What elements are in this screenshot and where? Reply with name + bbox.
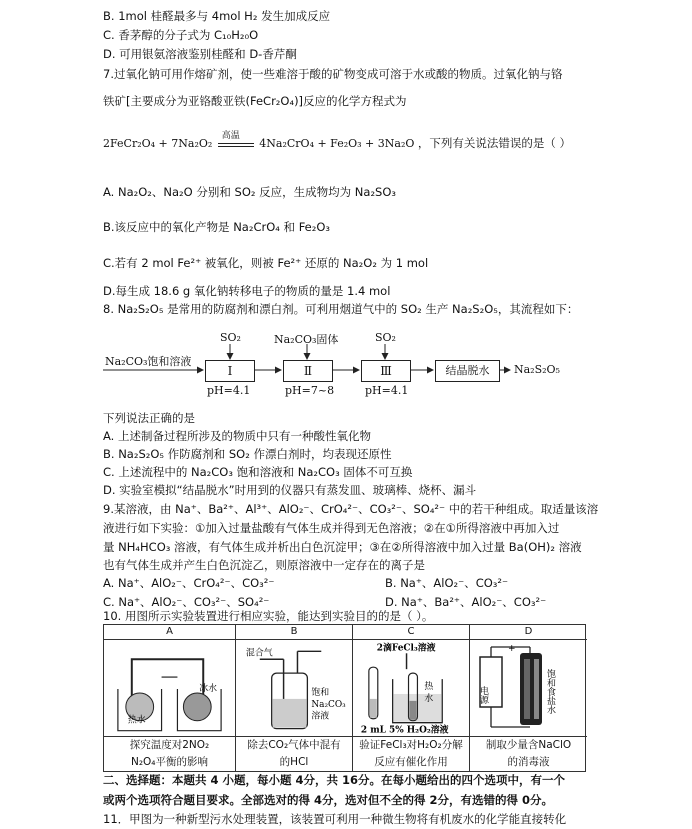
q7-option-a: A. Na₂O₂、Na₂O 分别和 SO₂ 反应，生成物均为 Na₂SO₃ (103, 185, 397, 199)
label-solution: 溶液 (311, 711, 330, 722)
q7-stem-line1: 7.过氧化钠可用作熔矿剂，使一些难溶于酸的矿物变成可溶于水或酸的物质。过氧化钠与铬 (103, 67, 563, 81)
flow-final-box: 结晶脱水 (435, 360, 500, 382)
col-d-caption-line2: 的消毒液 (507, 756, 550, 768)
col-d-caption (470, 736, 587, 771)
q9-option-d: D. Na⁺、Ba²⁺、AlO₂⁻、CO₃²⁻ (385, 595, 547, 609)
q9-line4: 也有气体生成并产生白色沉淀乙，则原溶液中一定存在的离子是 (103, 558, 425, 572)
label-na2co3: Na₂CO₃ (311, 699, 346, 710)
q8-option-c: C. 上述流程中的 Na₂CO₃ 饱和溶液和 Na₂CO₃ 固体不可互换 (103, 465, 413, 479)
col-c-caption-line1: 验证FeCl₃对H₂O₂分解 (359, 739, 463, 751)
label-saturated: 饱和 (311, 687, 330, 698)
label-hot-water-a: 热水 (127, 715, 146, 726)
q8-option-d: D. 实验室模拟“结晶脱水”时用到的仪器只有蒸发皿、玻璃棒、烧杯、漏斗 (103, 483, 477, 497)
q7-equation (103, 131, 572, 152)
label-fecl3-drops: 2滴FeCl₃溶液 (376, 643, 436, 654)
eq-condition: 高温 (221, 131, 240, 141)
option-c: C. 香茅醇的分子式为 C₁₀H₂₀O (103, 28, 259, 42)
q10-stem: 10. 用图所示实验装置进行相应实验，能达到实验目的的是（ ）。 (103, 609, 434, 623)
col-a-header: A (104, 625, 235, 640)
eq-tail: ，下列有关说法错误的是（ ） (417, 136, 572, 150)
col-d-caption-line1: 制取少量含NaClO (485, 739, 572, 751)
section2-line2: 或两个选项符合题目要求。全部选对的得 4分，选对但不全的得 2分，有选错的得 0分。 (103, 793, 554, 807)
apparatus-a (104, 639, 235, 736)
eq-left: 2FeCr₂O₄ + 7Na₂O₂ (103, 137, 213, 150)
label-brine: 饱和食盐水 (545, 669, 555, 714)
col-c-caption-line2: 反应有催化作用 (374, 756, 448, 768)
col-a-caption-line1: 探究温度对2NO₂ (129, 739, 210, 751)
flow-step-3: Ⅲ (361, 360, 411, 382)
label-power: 电源 (478, 686, 488, 704)
flow-ph-1: pH=4.1 (207, 384, 251, 397)
flow-step-1: Ⅰ (205, 360, 255, 382)
option-b: B. 1mol 桂醛最多与 4mol H₂ 发生加成反应 (103, 9, 331, 23)
col-b-caption-line2: 的HCl (279, 756, 309, 768)
col-b-header: B (236, 625, 352, 640)
option-d: D. 可用银氨溶液鉴别桂醛和 D-香芹酮 (103, 47, 297, 61)
col-d-header: D (470, 625, 587, 640)
label-water: 水 (424, 693, 434, 704)
q9-option-a: A. Na⁺、AlO₂⁻、CrO₄²⁻、CO₃²⁻ (103, 576, 275, 590)
q8-stem: 8. Na₂S₂O₅ 是常用的防腐剂和漂白剂。可利用烟道气中的 SO₂ 生产 Na₂S₂O₅，其流程如下： (103, 302, 579, 316)
q9-option-b: B. Na⁺、AlO₂⁻、CO₃²⁻ (385, 576, 509, 590)
label-mixed-gas: 混合气 (245, 648, 273, 659)
q8-flowchart (103, 328, 583, 418)
eq-arrow (216, 131, 256, 151)
apparatus-b (236, 639, 352, 736)
col-a-caption (104, 736, 235, 771)
apparatus-c (353, 639, 469, 736)
section2-line1: 二、选择题：本题共 4 小题，每小题 4分，共 16分。在每小题给出的四个选项中，有一个 (103, 773, 566, 787)
q11-line: 11．甲图为一种新型污水处理装置，该装置可利用一种微生物将有机废水的化学能直接转化 (103, 812, 567, 826)
label-ice-water: 冰水 (199, 683, 218, 694)
col-b-caption-line1: 除去CO₂气体中混有 (247, 739, 341, 751)
flow-step-2: Ⅱ (283, 360, 333, 382)
col-b (236, 625, 353, 771)
q9-option-c: C. Na⁺、AlO₂⁻、CO₃²⁻、SO₄²⁻ (103, 595, 270, 609)
col-d (470, 625, 587, 771)
label-plus: + (508, 644, 516, 654)
flow-ph-2: pH=7~8 (285, 384, 335, 397)
q8-prompt: 下列说法正确的是 (103, 411, 195, 425)
q9-line2: 液进行如下实验：①加入过量盐酸有气体生成并得到无色溶液；②在①所得溶液中再加入过 (103, 521, 560, 535)
flow-product: Na₂S₂O₅ (514, 363, 560, 376)
col-c-caption (353, 736, 469, 771)
apparatus-d (470, 639, 587, 736)
col-c (353, 625, 470, 771)
col-b-caption (236, 736, 352, 771)
flow-so2-b: SO₂ (375, 331, 396, 344)
flow-start-label: Na₂CO₃饱和溶液 (105, 355, 192, 368)
label-h2o2: 2 mL 5% H₂O₂溶液 (360, 725, 449, 736)
flow-so2-a: SO₂ (220, 331, 241, 344)
q7-stem-line2: 铁矿[主要成分为亚铬酸亚铁(FeCr₂O₄)]反应的化学方程式为 (103, 94, 407, 108)
q9-line3: 量 NH₄HCO₃ 溶液，有气体生成并析出白色沉淀甲；③在②所得溶液中加入过量 Ba(OH)₂ 溶液 (103, 540, 582, 554)
q7-option-b: B.该反应中的氧化产物是 Na₂CrO₄ 和 Fe₂O₃ (103, 220, 331, 234)
col-a (104, 625, 236, 771)
q10-apparatus-table (103, 624, 586, 772)
q8-option-a: A. 上述制备过程所涉及的物质中只有一种酸性氧化物 (103, 429, 371, 443)
col-c-header: C (353, 625, 469, 640)
q7-option-c: C.若有 2 mol Fe²⁺ 被氧化，则被 Fe²⁺ 还原的 Na₂O₂ 为 1 mol (103, 256, 429, 270)
eq-right: 4Na₂CrO₄ + Fe₂O₃ + 3Na₂O (259, 137, 415, 150)
q8-option-b: B. Na₂S₂O₅ 作防腐剂和 SO₂ 作漂白剂时，均表现还原性 (103, 447, 392, 461)
flow-na2co3-solid: Na₂CO₃固体 (274, 333, 339, 346)
label-hot: 热 (424, 681, 434, 692)
q7-option-d: D.每生成 18.6 g 氧化钠转移电子的物质的量是 1.4 mol (103, 284, 391, 298)
col-a-caption-line2: N₂O₄平衡的影响 (130, 756, 209, 768)
flow-arrows (103, 328, 583, 418)
flow-ph-3: pH=4.1 (365, 384, 409, 397)
q9-line1: 9.某溶液，由 Na⁺、Ba²⁺、Al³⁺、AlO₂⁻、CrO₄²⁻、CO₃²⁻、SO₄²⁻ 中的若干种组成。取适量该溶 (103, 502, 599, 516)
